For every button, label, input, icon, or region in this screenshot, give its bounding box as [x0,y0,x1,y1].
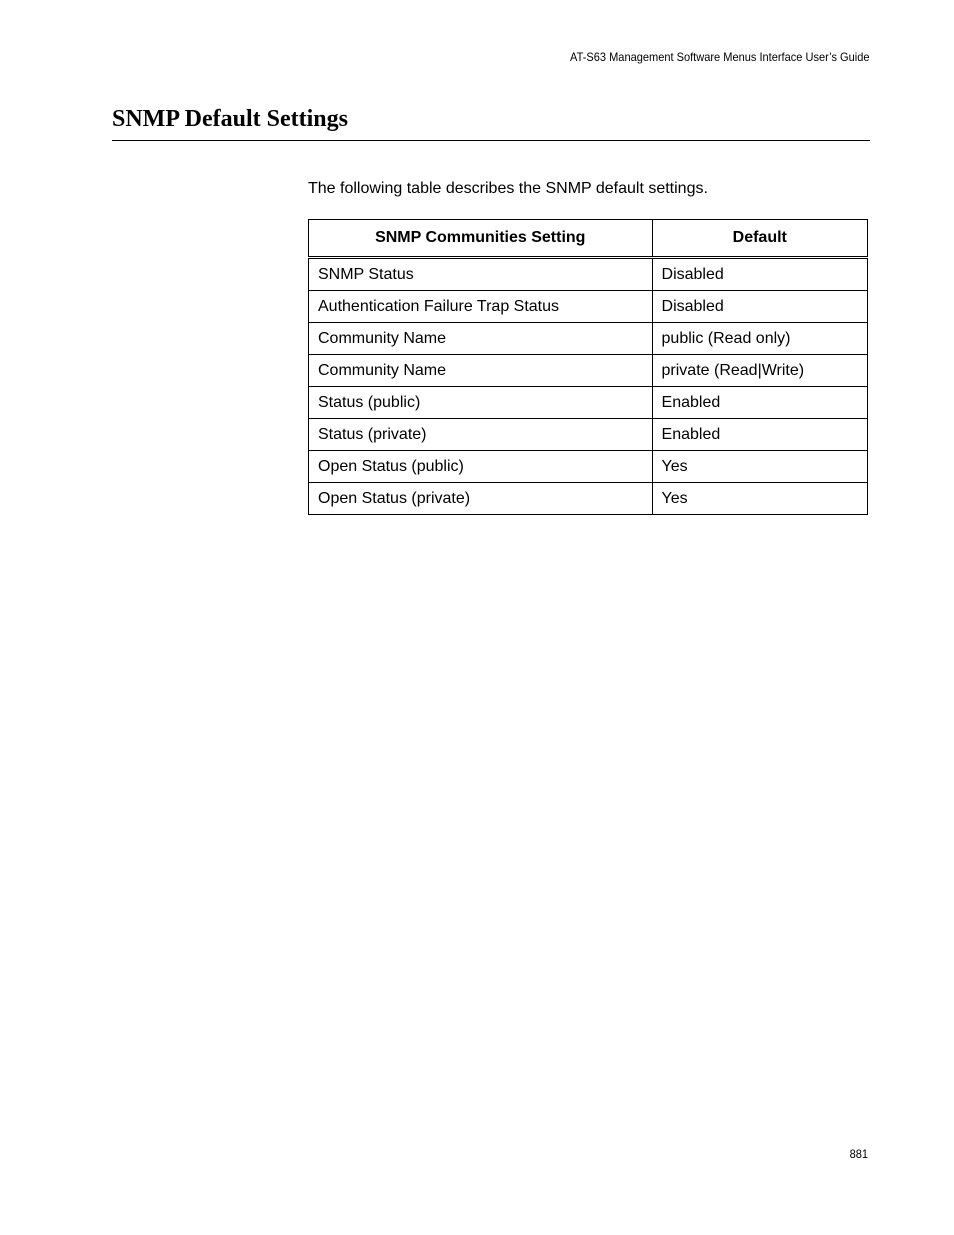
table-row [309,387,868,419]
column-header-setting: SNMP Communities Setting [309,220,653,258]
running-header: AT-S63 Management Software Menus Interface User’s Guide [569,50,869,64]
title-rule [112,140,870,141]
column-header-default: Default [652,220,867,258]
default-cell: Yes [652,451,867,483]
default-cell: Enabled [652,387,867,419]
default-cell: Enabled [652,419,867,451]
table-row [309,483,868,515]
table-header-row [309,220,868,258]
setting-cell: Community Name [309,355,653,387]
table-row [309,258,868,291]
setting-cell: Authentication Failure Trap Status [309,291,653,323]
table-row [309,323,868,355]
table-row [309,419,868,451]
setting-cell: Status (public) [309,387,653,419]
setting-cell: Status (private) [309,419,653,451]
default-cell: Yes [652,483,867,515]
setting-cell: Open Status (public) [309,451,653,483]
table-row [309,451,868,483]
intro-paragraph: The following table describes the SNMP default settings. [308,180,708,197]
table-row [309,355,868,387]
snmp-defaults-table [308,219,868,515]
default-cell: private (Read|Write) [652,355,867,387]
setting-cell: SNMP Status [309,258,653,291]
default-cell: Disabled [652,291,867,323]
table-row [309,291,868,323]
page-number: 881 [849,1147,868,1161]
default-cell: Disabled [652,258,867,291]
default-cell: public (Read only) [652,323,867,355]
setting-cell: Community Name [309,323,653,355]
section-title: SNMP Default Settings [112,106,348,132]
setting-cell: Open Status (private) [309,483,653,515]
